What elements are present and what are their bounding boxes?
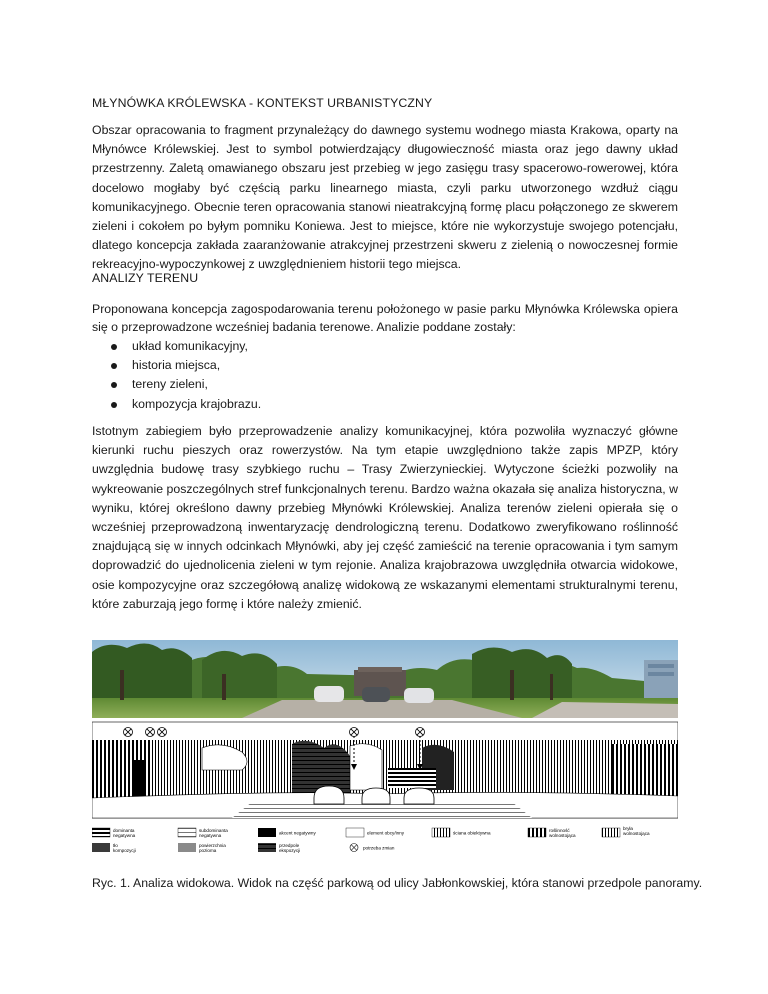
legend-swatch-subdominanta: [178, 828, 196, 837]
legend-label: roślinność: [549, 828, 570, 833]
legend-label: potrzeba zmian: [363, 845, 395, 851]
section-title-urban-context: MŁYNÓWKA KRÓLEWSKA - KONTEKST URBANISTYCZNY: [92, 96, 433, 110]
legend-swatch-powierzchnia: [178, 843, 196, 852]
legend-label: powierzchnia: [199, 843, 226, 848]
legend-swatch-przedpole: [258, 843, 276, 852]
list-item: układ komunikacyjny,: [92, 337, 261, 356]
change-needed-icon: [350, 844, 358, 852]
legend-label: ekspozycji: [279, 848, 301, 853]
legend-swatch-element-obcy: [346, 828, 364, 837]
legend-label: akcent negatywny: [279, 830, 316, 836]
bullet-icon: [111, 382, 117, 388]
legend-label: negatywna: [113, 833, 136, 838]
legend-swatch-bryla: [602, 828, 620, 837]
legend-swatch-roslinnosc: [528, 828, 546, 837]
figure-caption: Ryc. 1. Analiza widokowa. Widok na część parkową od ulicy Jabłonkowskiej, która stanowi przedpole panoramy.: [92, 876, 703, 890]
legend-label: element obcy/inny: [367, 830, 405, 836]
section-title-terrain-analysis: ANALIZY TERENU: [92, 271, 199, 285]
view-analysis-drawing: [92, 722, 678, 818]
bullet-icon: [111, 344, 117, 350]
legend-label: subdominanta: [199, 828, 228, 833]
legend-label: przedpole: [279, 843, 300, 848]
legend-label: tło: [113, 843, 118, 848]
legend-label: pozioma: [199, 848, 217, 853]
legend-label: wolnostojąca: [549, 833, 576, 838]
legend-label: wolnostojąca: [623, 831, 650, 836]
legend-label: bryła: [623, 826, 633, 831]
panorama-photo: [92, 640, 678, 718]
legend-label: negatywna: [199, 833, 222, 838]
bullet-icon: [111, 402, 117, 408]
paragraph-urban-context: Obszar opracowania to fragment przynależący do dawnego systemu wodnego miasta Krakowa, oparty na Młynówce Królewskiej. Jest to symbol potwierdzający długowieczność miasta oraz jego dawny układ przestrzenny. Zaletą omawianego obszaru jest przebieg w jego zasięgu trasy spacerowo-rowerowej, która docelowo mogłaby być częścią parku linearnego miasta, czyli parku utworzonego wzdłuż ciągu komunikacyjnego. Obecnie teren opracowania stanowi nieatrakcyjną formę placu połączonego ze skwerem zieleni i cokołem po byłym pomniku Koniewa. Jest to miejsce, które nie wykorzystuje swojego potencjału, dlatego koncepcja zakłada zaaranżowanie atrakcyjnej przestrzeni skweru z zielenią o nowoczesnej formie rekreacyjno-wypoczynkowej z uwzględnieniem historii tego miejsca.: [92, 123, 678, 272]
legend-swatch-dominanta: [92, 828, 110, 837]
legend-swatch-tlo: [92, 843, 110, 852]
legend: [92, 826, 650, 853]
list-item: kompozycja krajobrazu.: [92, 395, 261, 414]
bullet-icon: [111, 363, 117, 369]
paragraph-analysis-intro: Proponowana koncepcja zagospodarowania terenu położonego w pasie parku Młynówka Królewska opiera się o przeprowadzone wcześniej badania terenowe. Analizie poddane zostały:: [92, 302, 678, 334]
view-analysis-figure: [92, 640, 678, 858]
legend-label: ściana obiektywna: [453, 830, 491, 836]
list-item: historia miejsca,: [92, 356, 261, 375]
legend-label: kompozycji: [113, 848, 136, 853]
paragraph-analysis-body: Istotnym zabiegiem było przeprowadzenie analizy komunikacyjnej, która pozwoliła wyznaczyć główne kierunki ruchu pieszych oraz rowerzystów. Na tym etapie uwzględniono także zapis MPZP, który uwzględnia budowę trasy szybkiego ruchu – Trasy Zwierzynieckiej. Wytyczone ścieżki pozwoliły na wykreowanie poszczególnych stref funkcjonalnych terenu. Bardzo ważna okazała się analiza historyczna, w wyniku, której określono dawny przebieg Młynówki Królewskiej. Analiza terenów zieleni opierała się o wcześniej przeprowadzoną inwentaryzację dendrologiczną terenu. Dodatkowo zweryfikowano roślinność znajdującą się w innych odcinkach Młynówki, aby jej część zamieścić na terenie opracowania i tym samym doprowadzić do ujednolicenia zieleni w tym rejonie. Analiza krajobrazowa uwzględniła otwarcia widokowe, osie kompozycyjne oraz szczegółową analizę widokową ze wskazanymi elementami strukturalnymi terenu, które zaburzają jego formę i które należy zmienić.: [92, 424, 678, 611]
analysis-list: [92, 337, 261, 414]
legend-label: dominanta: [113, 828, 135, 833]
legend-swatch-akcent: [258, 828, 276, 837]
list-item: tereny zieleni,: [92, 375, 261, 394]
legend-swatch-sciana: [432, 828, 450, 837]
